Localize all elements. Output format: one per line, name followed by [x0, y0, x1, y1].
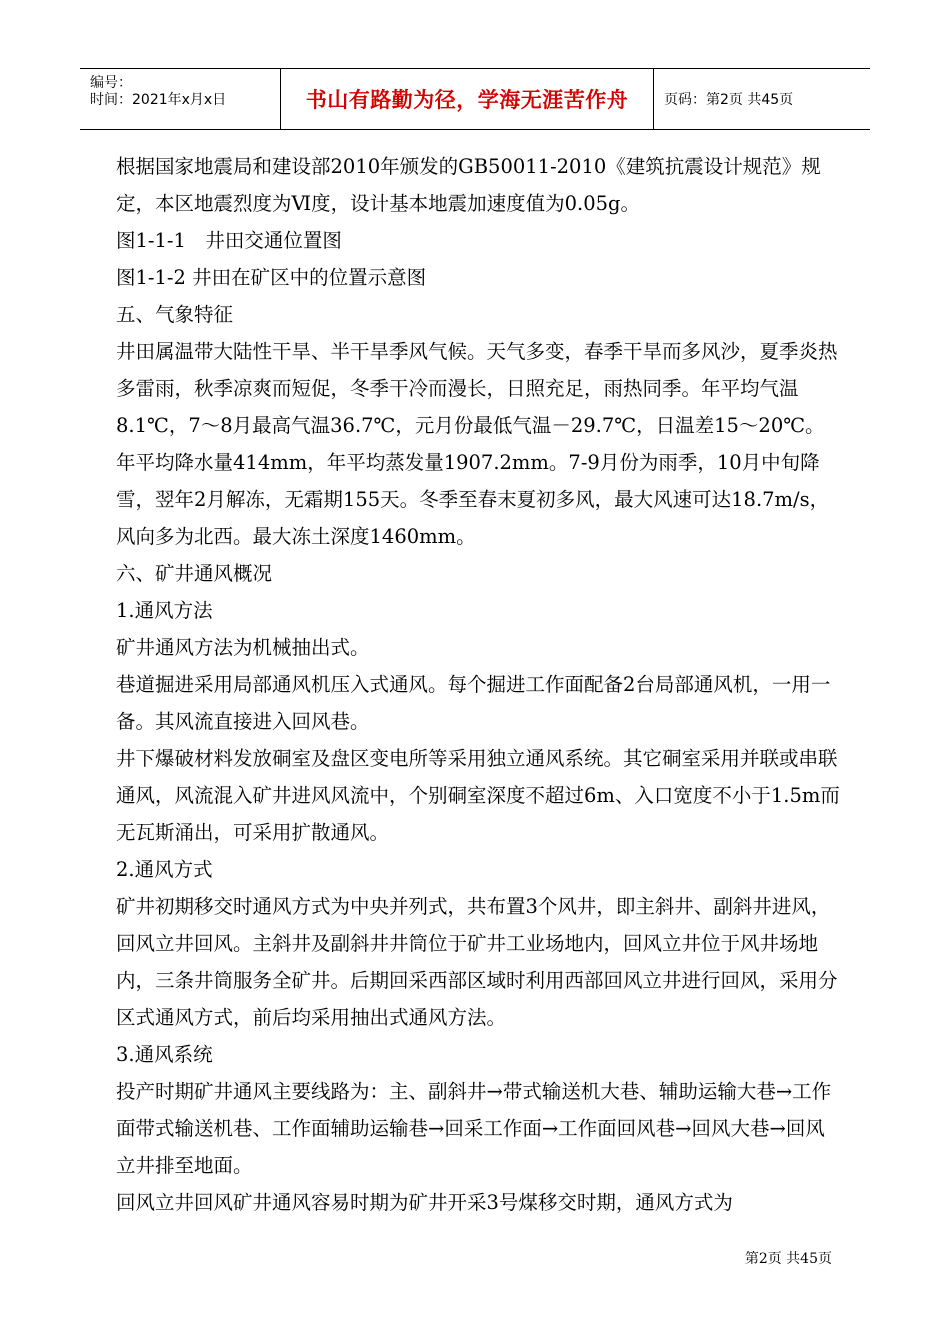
subheading-ventilation-system: 3.通风系统 — [116, 1043, 213, 1066]
subheading-ventilation-method: 1.通风方法 — [116, 599, 213, 622]
figure-caption-traffic: 图1-1-1 井田交通位置图 — [116, 229, 342, 252]
header-motto: 书山有路勤为径，学海无涯苦作舟 — [281, 69, 654, 129]
figure-caption-location: 图1-1-2 井田在矿区中的位置示意图 — [116, 266, 427, 289]
section-heading-climate: 五、气象特征 — [116, 303, 234, 326]
document-body — [116, 148, 844, 1221]
paragraph-seismic: 根据国家地震局和建设部2010年颁发的GB50011-2010《建筑抗震设计规范》规定，本区地震烈度为Ⅵ度，设计基本地震加速度值为0.05g。 — [116, 155, 821, 215]
paragraph-chambers: 井下爆破材料发放硐室及盘区变电所等采用独立通风系统。其它硐室采用并联或串联通风，风流混入矿井进风风流中，个别硐室深度不超过6m、入口宽度不小于1.5m而无瓦斯涌出，可采用扩散通风。 — [116, 747, 840, 844]
paragraph-routes: 投产时期矿井通风主要线路为：主、副斜井→带式输送机大巷、辅助运输大巷→工作面带式输送机巷、工作面辅助运输巷→回采工作面→工作面回风巷→回风大巷→回风立井排至地面。 — [116, 1080, 832, 1177]
paragraph-mode: 矿井初期移交时通风方式为中央并列式，共布置3个风井，即主斜井、副斜井进风，回风立井回风。主斜井及副斜井井筒位于矿井工业场地内，回风立井位于风井场地内，三条井筒服务全矿井。后期回采西部区域时利用西部回风立井进行回风，采用分区式通风方式，前后均采用抽出式通风方法。 — [116, 895, 838, 1029]
header-page-info: 页码：第2页 共45页 — [664, 92, 794, 108]
page-header — [80, 68, 870, 130]
header-meta — [80, 69, 281, 129]
paragraph-method: 矿井通风方法为机械抽出式。 — [116, 636, 370, 659]
subheading-ventilation-mode: 2.通风方式 — [116, 858, 213, 881]
page-footer: 第2页 共45页 — [744, 1251, 832, 1267]
document-date: 时间：2021年x月x日 — [90, 92, 227, 108]
section-heading-ventilation: 六、矿井通风概况 — [116, 562, 273, 585]
paragraph-climate: 井田属温带大陆性干旱、半干旱季风气候。天气多变，春季干旱而多风沙，夏季炎热多雷雨，秋季凉爽而短促，冬季干冷而漫长，日照充足，雨热同季。年平均气温8.1℃，7～8月最高气温36.7℃，元月份最低气温－29.7℃，日温差15～20℃。年平均降水量414mm，年平均蒸发量1907.2mm。7-9月份为雨季，10月中旬降雪，翌年2月解冻，无霜期155天。冬季至春末夏初多风，最大风速可达18.7m/s，风向多为北西。最大冻土深度1460mm。 — [116, 340, 838, 548]
paragraph-tunneling: 巷道掘进采用局部通风机压入式通风。每个掘进工作面配备2台局部通风机，一用一备。其风流直接进入回风巷。 — [116, 673, 831, 733]
document-number: 编号： — [90, 75, 132, 91]
paragraph-return-shaft: 回风立井回风矿井通风容易时期为矿井开采3号煤移交时期，通风方式为 — [116, 1191, 733, 1214]
